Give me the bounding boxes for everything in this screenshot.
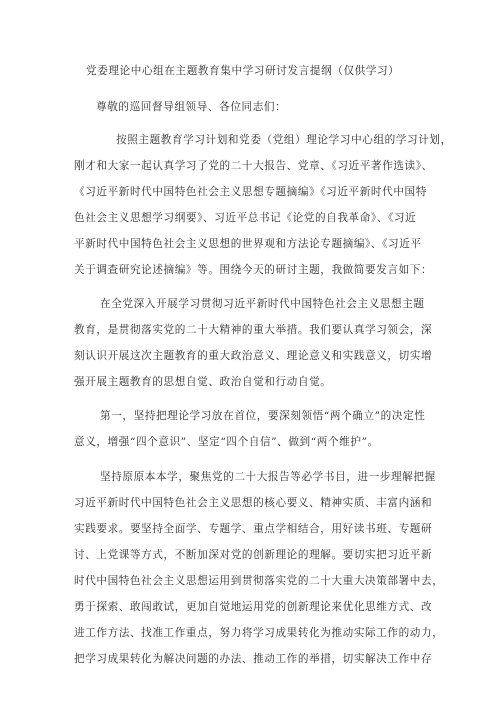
paragraph-line: 《习近平新时代中国特色社会主义思想专题摘编》《习近平新时代中国特: [74, 186, 427, 198]
paragraph-line: 讨、上党课等方式，不断加深对党的创新理论的理解。要切实把习近平新: [74, 549, 433, 561]
paragraph-line: 时代中国特色社会主义思想运用到贯彻落实党的二十大重大决策部署中去，: [74, 575, 444, 587]
paragraph-line: 进工作方法、找准工作重点，努力将学习成果转化为推动实际工作的动力，: [74, 627, 444, 639]
paragraph-line: 教育，是贯彻落实党的二十大精神的重大举措。我们要认真学习领会，深: [74, 324, 433, 336]
paragraph-line: 习近平新时代中国特色社会主义思想的核心要义、精神实质、丰富内涵和: [74, 497, 433, 509]
paragraph-line: 关于调查研究论述摘编》等。围绕今天的研讨主题，我做简要发言如下：: [74, 264, 433, 276]
paragraph-line: 按照主题教育学习计划和党委（党组）理论学习中心组的学习计划，: [116, 134, 452, 146]
paragraph-line: 第一，坚持把理论学习放在首位，要深刻领悟“两个确立”的决定性: [100, 410, 426, 422]
paragraph-line: 强开展主题教育的思想自觉、政治自觉和行动自觉。: [74, 376, 332, 388]
paragraph-line: 勇于探索、敢闯敢试，更加自觉地运用党的创新理论来优化思维方式、改: [74, 601, 433, 613]
paragraph-line: 把学习成果转化为解决问题的办法、推动工作的举措，切实解决工作中存: [74, 653, 433, 665]
paragraph-line: 意义，增强“四个意识”、坚定“四个自信”、做到“两个维护”。: [74, 436, 379, 448]
paragraph-line: 实践要求。要坚持全面学、专题学、重点学相结合，用好读书班、专题研: [74, 523, 433, 535]
paragraph-line: 刚才和大家一起认真学习了党的二十大报告、党章、《习近平著作选读》、: [74, 160, 433, 172]
document-title: 党委理论中心组在主题教育集中学习研讨发言提纲（仅供学习）: [86, 65, 400, 77]
paragraph-line: 坚持原原本本学，聚焦党的二十大报告等必学书目，进一步理解把握: [100, 471, 436, 483]
paragraph-line: 在全党深入开展学习贯彻习近平新时代中国特色社会主义思想主题: [100, 298, 425, 310]
paragraph-line: 平新时代中国特色社会主义思想的世界观和方法论专题摘编》、《习近平: [74, 238, 422, 250]
paragraph-line: 色社会主义思想学习纲要》、习近平总书记《论党的自我革命》、《习近: [74, 212, 417, 224]
salutation: 尊敬的巡回督导组领导、各位同志们：: [96, 101, 287, 113]
paragraph-line: 刻认识开展这次主题教育的重大政治意义、理论意义和实践意义，切实增: [74, 350, 433, 362]
